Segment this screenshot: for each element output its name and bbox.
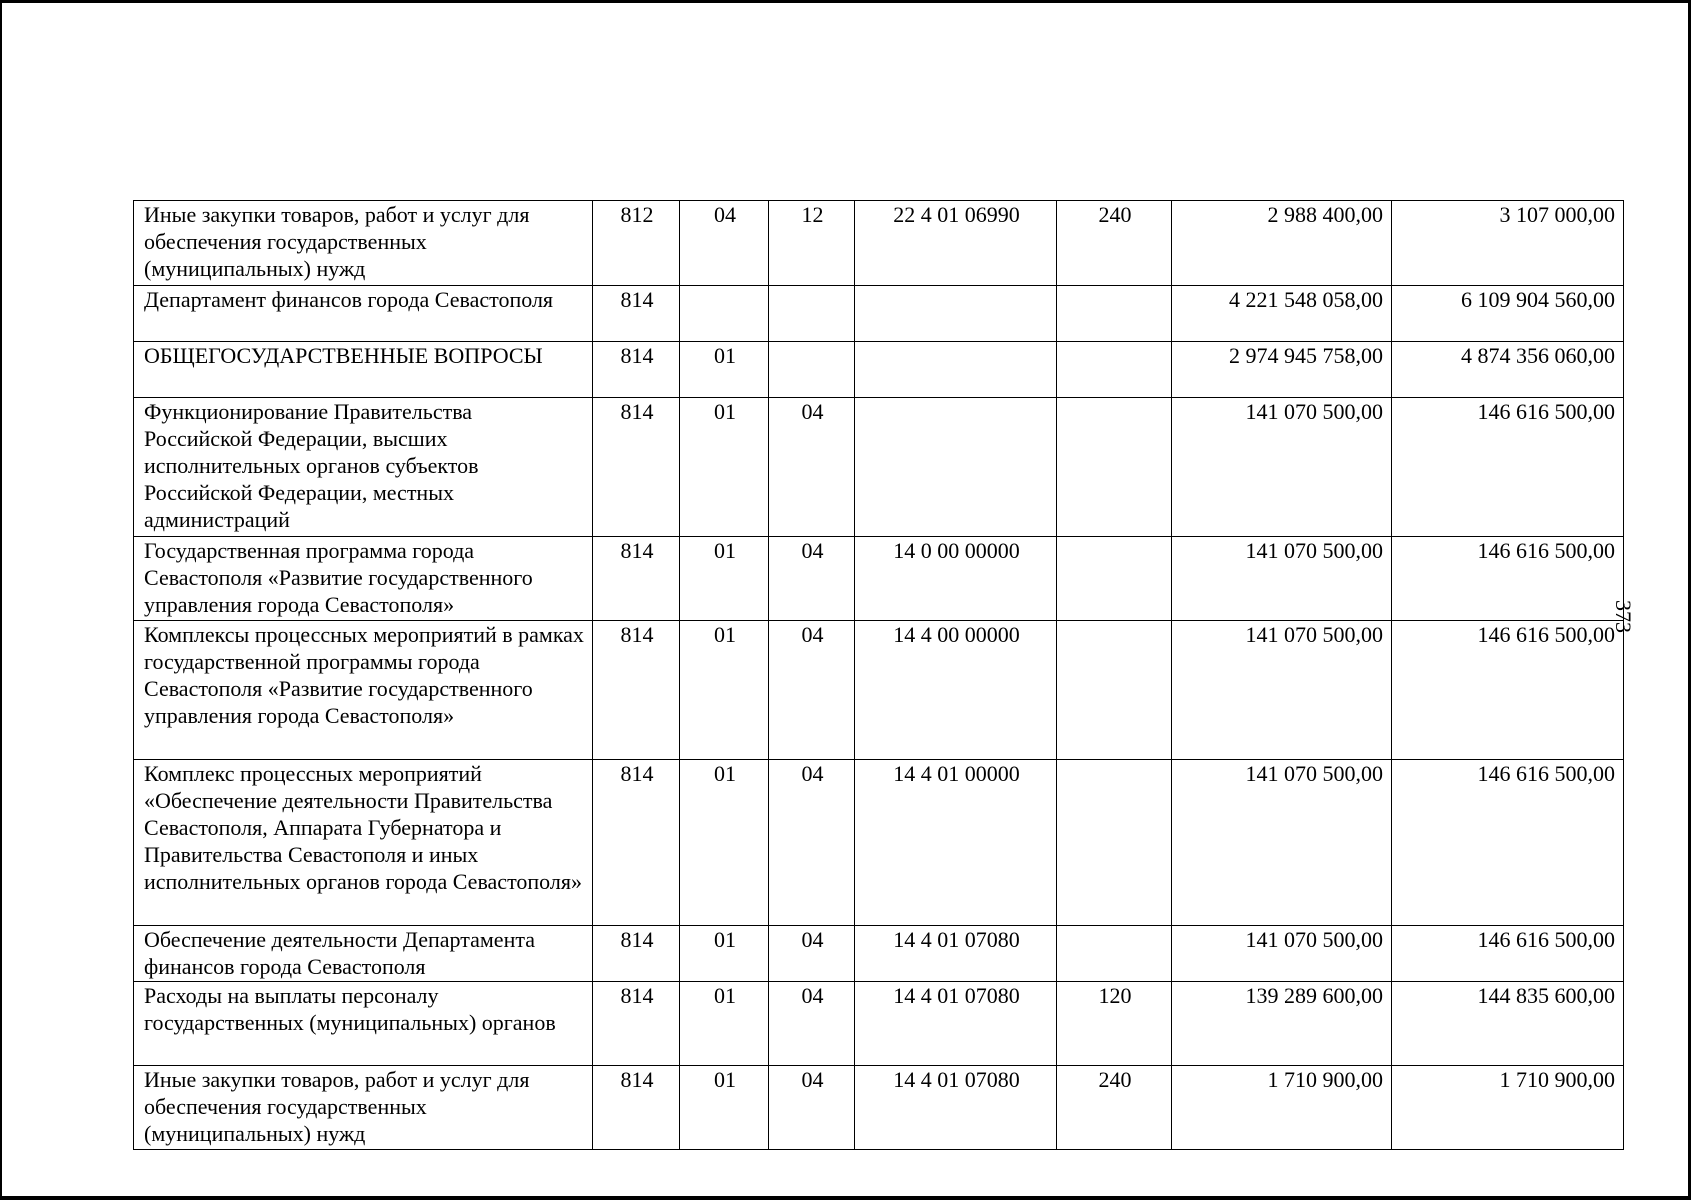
cell-ved: 814 [593,760,680,926]
cell-rz: 01 [680,621,769,760]
cell-pr [769,286,855,342]
table-row [134,1066,1624,1150]
cell-pr: 04 [769,1066,855,1150]
row-name: Иные закупки товаров, работ и услуг для обеспечения государственных (муниципальных) нужд [134,201,593,286]
cell-ved: 814 [593,926,680,982]
cell-csr: 14 0 00 00000 [855,537,1057,621]
row-name: Государственная программа города Севастополя «Развитие государственного управления города Севастополя» [134,537,593,621]
page-border-top [0,0,1691,3]
cell-sum-1: 141 070 500,00 [1172,760,1392,926]
cell-sum-2: 1 710 900,00 [1392,1066,1624,1150]
cell-vr [1057,286,1172,342]
cell-pr: 04 [769,398,855,537]
cell-sum-2: 146 616 500,00 [1392,398,1624,537]
cell-rz: 01 [680,760,769,926]
cell-rz: 01 [680,537,769,621]
cell-ved: 814 [593,1066,680,1150]
cell-sum-1: 141 070 500,00 [1172,621,1392,760]
cell-vr [1057,398,1172,537]
cell-pr: 04 [769,537,855,621]
page-number: 373 [1611,600,1636,633]
cell-csr: 22 4 01 06990 [855,201,1057,286]
table-row [134,398,1624,537]
cell-sum-1: 1 710 900,00 [1172,1066,1392,1150]
table-row [134,537,1624,621]
table-row [134,982,1624,1066]
row-name: ОБЩЕГОСУДАРСТВЕННЫЕ ВОПРОСЫ [134,342,593,398]
cell-csr: 14 4 01 07080 [855,1066,1057,1150]
cell-vr [1057,926,1172,982]
table-row [134,286,1624,342]
cell-pr: 04 [769,982,855,1066]
cell-sum-1: 2 974 945 758,00 [1172,342,1392,398]
cell-ved: 814 [593,537,680,621]
cell-vr: 240 [1057,1066,1172,1150]
page-border-bottom [0,1196,1691,1200]
cell-sum-2: 144 835 600,00 [1392,982,1624,1066]
cell-rz: 01 [680,1066,769,1150]
cell-pr [769,342,855,398]
row-name: Департамент финансов города Севастополя [134,286,593,342]
cell-rz: 01 [680,926,769,982]
budget-table [133,200,1624,1150]
cell-csr [855,398,1057,537]
cell-sum-1: 141 070 500,00 [1172,537,1392,621]
cell-pr: 04 [769,760,855,926]
cell-csr [855,286,1057,342]
cell-ved: 812 [593,201,680,286]
cell-csr [855,342,1057,398]
cell-vr [1057,537,1172,621]
row-name: Расходы на выплаты персоналу государственных (муниципальных) органов [134,982,593,1066]
cell-sum-2: 146 616 500,00 [1392,760,1624,926]
cell-csr: 14 4 00 00000 [855,621,1057,760]
cell-sum-2: 6 109 904 560,00 [1392,286,1624,342]
cell-ved: 814 [593,621,680,760]
cell-rz: 01 [680,982,769,1066]
cell-rz [680,286,769,342]
cell-vr: 120 [1057,982,1172,1066]
cell-pr: 04 [769,926,855,982]
cell-rz: 04 [680,201,769,286]
cell-ved: 814 [593,398,680,537]
row-name: Функционирование Правительства Российской Федерации, высших исполнительных органов субъектов Российской Федерации, местных администраций [134,398,593,537]
table-row [134,760,1624,926]
cell-ved: 814 [593,982,680,1066]
cell-csr: 14 4 01 00000 [855,760,1057,926]
table-row [134,201,1624,286]
row-name: Обеспечение деятельности Департамента финансов города Севастополя [134,926,593,982]
row-name: Комплексы процессных мероприятий в рамках государственной программы города Севастополя «Развитие государственного управления города Севастополя» [134,621,593,760]
cell-sum-2: 3 107 000,00 [1392,201,1624,286]
cell-csr: 14 4 01 07080 [855,982,1057,1066]
table-row [134,621,1624,760]
page-border-left [0,0,2,1200]
row-name: Иные закупки товаров, работ и услуг для обеспечения государственных (муниципальных) нужд [134,1066,593,1150]
cell-vr [1057,621,1172,760]
cell-sum-1: 4 221 548 058,00 [1172,286,1392,342]
cell-ved: 814 [593,342,680,398]
cell-pr: 12 [769,201,855,286]
row-name: Комплекс процессных мероприятий «Обеспечение деятельности Правительства Севастополя, Аппарата Губернатора и Правительства Севастополя и иных исполнительных органов города Севастополя» [134,760,593,926]
cell-sum-1: 141 070 500,00 [1172,398,1392,537]
cell-sum-2: 4 874 356 060,00 [1392,342,1624,398]
table-row [134,926,1624,982]
table-row [134,342,1624,398]
cell-rz: 01 [680,398,769,537]
cell-sum-1: 2 988 400,00 [1172,201,1392,286]
cell-sum-2: 146 616 500,00 [1392,621,1624,760]
cell-rz: 01 [680,342,769,398]
cell-vr [1057,760,1172,926]
cell-ved: 814 [593,286,680,342]
cell-vr: 240 [1057,201,1172,286]
cell-csr: 14 4 01 07080 [855,926,1057,982]
cell-pr: 04 [769,621,855,760]
cell-sum-2: 146 616 500,00 [1392,537,1624,621]
cell-vr [1057,342,1172,398]
cell-sum-1: 141 070 500,00 [1172,926,1392,982]
cell-sum-1: 139 289 600,00 [1172,982,1392,1066]
cell-sum-2: 146 616 500,00 [1392,926,1624,982]
